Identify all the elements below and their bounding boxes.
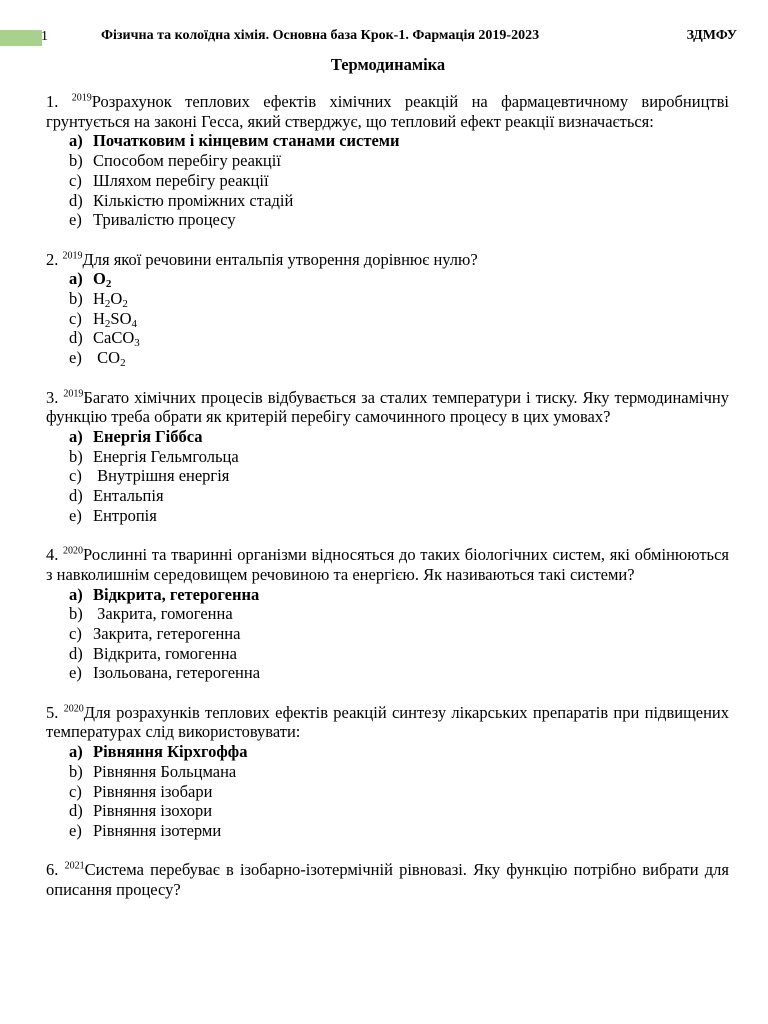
answer-option-correct	[69, 742, 729, 762]
option-text: $CO_2$	[97, 348, 126, 370]
option-letter: b)	[69, 604, 83, 624]
page-number: 1	[41, 29, 48, 44]
option-letter: c)	[69, 466, 82, 486]
option-letter: e)	[69, 348, 82, 368]
option-text: Ентальпія	[93, 486, 164, 506]
answer-option	[69, 151, 729, 171]
answer-options	[46, 742, 729, 841]
option-letter: a)	[69, 584, 83, 604]
question-number: 5.	[46, 702, 59, 722]
option-letter: e)	[69, 210, 82, 230]
option-letter: e)	[69, 663, 82, 683]
option-letter: d)	[69, 486, 83, 506]
answer-option	[69, 762, 729, 782]
question-body: Розрахунок теплових ефектів хімічних реакцій на фармацевтичному виробництві грунтується на законі Гесса, який стверджує, що тепловий ефект реакції визначається:	[46, 92, 729, 131]
option-letter: b)	[69, 446, 83, 466]
question	[46, 860, 729, 899]
answer-option-correct	[69, 585, 729, 605]
question-body: Рослинні та тваринні організми відносяться до таких біологічних систем, які обмінюються з навколишнім середовищем речовиною та енергією. Як називаються такі системи?	[46, 545, 729, 584]
option-letter: c)	[69, 623, 82, 643]
question-year: 2019	[71, 92, 92, 104]
question-body: Багато хімічних процесів відбувається за сталих температури і тиску. Яку термодинамічну функцію треба обрати як критерій перебігу самочинного процесу в цих умовах?	[46, 387, 730, 427]
answer-option	[69, 821, 729, 841]
answer-option-correct	[69, 131, 729, 151]
header-org: ЗДМФУ	[686, 28, 737, 43]
option-text: Способом перебігу реакції	[93, 151, 281, 171]
option-text: Рівняння ізотерми	[93, 820, 222, 840]
option-text: Тривалістю процесу	[93, 210, 236, 230]
answer-options	[46, 427, 729, 526]
option-text: Відкрита, гомогенна	[93, 643, 237, 663]
answer-option	[69, 171, 729, 191]
question-year: 2021	[64, 860, 85, 872]
option-text: Шляхом перебігу реакції	[93, 170, 269, 190]
question-text	[46, 545, 729, 584]
question-year: 2019	[63, 388, 84, 400]
question-number: 6.	[46, 860, 59, 880]
question	[46, 545, 729, 683]
option-text: Рівняння ізохори	[93, 801, 213, 821]
answer-option	[69, 210, 729, 230]
option-letter: b)	[69, 151, 83, 171]
answer-option	[69, 309, 729, 329]
question-body: Система перебуває в ізобарно-ізотермічній рівновазі. Яку функцію потрібно вибрати для описання процесу?	[46, 860, 729, 900]
question	[46, 92, 729, 230]
option-letter: a)	[69, 131, 83, 151]
question-year: 2020	[63, 545, 84, 557]
option-text: Закрита, гетерогенна	[93, 623, 241, 643]
page-header	[0, 27, 768, 49]
option-text: Ізольована, гетерогенна	[93, 663, 261, 683]
question-body: Для розрахунків теплових ефектів реакцій синтезу лікарських препаратів при підвищених температурах слід використовувати:	[46, 702, 730, 742]
option-letter: b)	[69, 761, 83, 781]
option-letter: d)	[69, 801, 83, 821]
option-text: Енергія Гіббса	[93, 426, 203, 446]
answer-option	[69, 348, 729, 368]
question-text	[46, 250, 729, 270]
question-text	[46, 388, 729, 427]
option-text: Відкрита, гетерогенна	[93, 584, 260, 604]
question-body: Для якої речовини ентальпія утворення дорівнює нулю?	[82, 249, 478, 269]
option-text: $H_2O_2$	[93, 289, 128, 311]
option-letter: a)	[69, 742, 83, 762]
answer-option	[69, 604, 729, 624]
answer-option	[69, 624, 729, 644]
answer-option	[69, 801, 729, 821]
option-text: Енергія Гельмгольца	[93, 446, 239, 466]
answer-options	[46, 585, 729, 684]
answer-option	[69, 644, 729, 664]
answer-option	[69, 506, 729, 526]
option-letter: d)	[69, 643, 83, 663]
question-text	[46, 860, 729, 899]
question-number: 3.	[46, 387, 59, 407]
question-list	[46, 92, 729, 919]
answer-options	[46, 131, 729, 230]
question-year: 2020	[63, 703, 84, 715]
option-letter: b)	[69, 289, 83, 309]
answer-option	[69, 663, 729, 683]
option-text: Кількістю проміжних стадій	[93, 190, 294, 210]
option-letter: e)	[69, 505, 82, 525]
question	[46, 250, 729, 368]
answer-option-correct	[69, 269, 729, 289]
option-letter: a)	[69, 269, 83, 289]
option-text: Ентропія	[93, 505, 157, 525]
option-letter: d)	[69, 190, 83, 210]
option-text: Рівняння ізобари	[93, 781, 213, 801]
option-text: $H_2SO_4$	[93, 308, 138, 330]
answer-option	[69, 191, 729, 211]
answer-options	[46, 269, 729, 368]
answer-option-correct	[69, 427, 729, 447]
option-letter: d)	[69, 328, 83, 348]
question	[46, 388, 729, 526]
option-text: Початковим і кінцевим станами системи	[93, 131, 400, 151]
question-number: 2.	[46, 249, 59, 269]
question	[46, 703, 729, 841]
option-text: Рівняння Больцмана	[93, 761, 237, 781]
question-year: 2019	[62, 250, 83, 262]
question-number: 1.	[46, 92, 59, 111]
question-text	[46, 703, 729, 742]
answer-option	[69, 289, 729, 309]
answer-option	[69, 486, 729, 506]
option-text: $O_2$	[93, 269, 112, 291]
option-letter: e)	[69, 820, 82, 840]
option-letter: c)	[69, 781, 82, 801]
option-text: Рівняння Кірхгоффа	[93, 742, 248, 762]
option-letter: a)	[69, 426, 83, 446]
option-text: Закрита, гомогенна	[93, 604, 233, 624]
question-number: 4.	[46, 545, 59, 565]
option-text: CaCO$_3$	[93, 328, 140, 350]
answer-option	[69, 447, 729, 467]
option-letter: c)	[69, 308, 82, 328]
answer-option	[69, 328, 729, 348]
page-number-badge	[0, 30, 42, 46]
option-text: Внутрішня енергія	[93, 466, 230, 486]
option-letter: c)	[69, 170, 82, 190]
answer-option	[69, 466, 729, 486]
answer-option	[69, 782, 729, 802]
section-title: Термодинаміка	[330, 55, 446, 74]
header-title: Фізична та колоїдна хімія. Основна база Крок-1. Фармація 2019-2023	[101, 28, 540, 43]
question-text	[46, 92, 729, 131]
